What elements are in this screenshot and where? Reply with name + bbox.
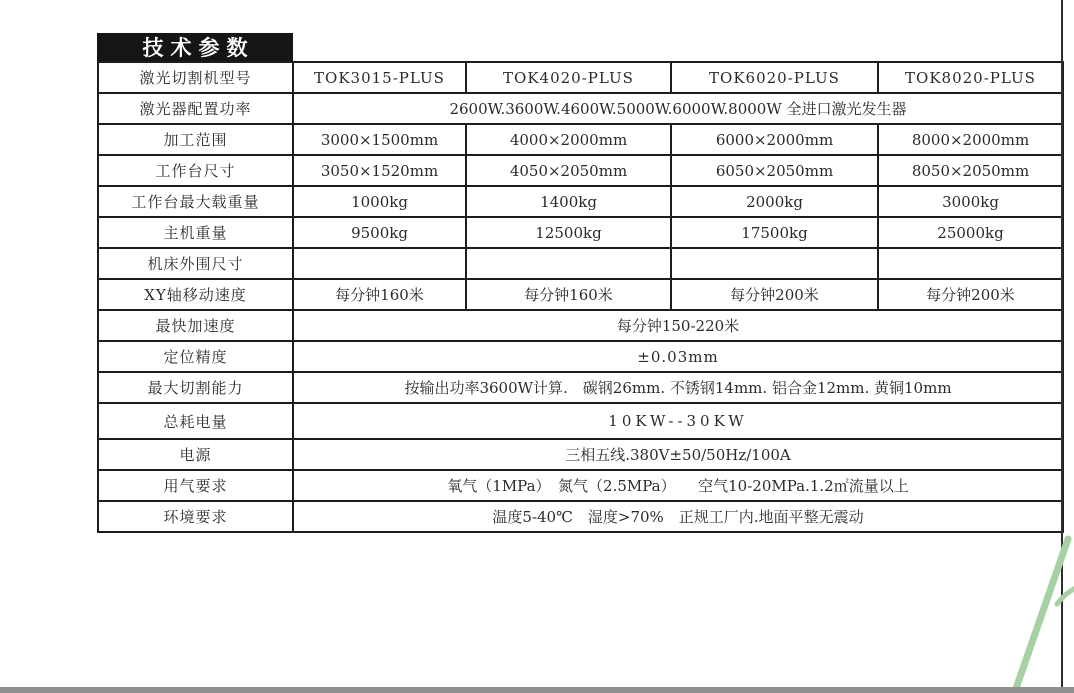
spec-cell: 6050×2050mm (671, 155, 878, 186)
spec-cell: 9500kg (293, 217, 466, 248)
spec-cell: 3000×1500mm (293, 124, 466, 155)
row-label: 主机重量 (98, 217, 293, 248)
spec-cell (671, 248, 878, 279)
table-row (98, 439, 1063, 470)
table-row (98, 501, 1063, 532)
table-row (98, 186, 1063, 217)
spec-cell (293, 248, 466, 279)
spec-cell: TOK4020-PLUS (466, 62, 671, 93)
spec-cell: 4050×2050mm (466, 155, 671, 186)
spec-cell: 氧气（1MPa） 氮气（2.5MPa） 空气10-20MPa.1.2㎡流量以上 (293, 470, 1063, 501)
spec-cell: TOK6020-PLUS (671, 62, 878, 93)
spec-cell: 1400kg (466, 186, 671, 217)
page-title: 技术参数 (142, 35, 255, 60)
spec-cell: 3050×1520mm (293, 155, 466, 186)
table-row (98, 217, 1063, 248)
spec-cell: TOK3015-PLUS (293, 62, 466, 93)
row-label: XY轴移动速度 (98, 279, 293, 310)
table-row (98, 93, 1063, 124)
green-diagonal-line (1012, 539, 1068, 693)
spec-cell: 3000kg (878, 186, 1063, 217)
spec-cell: TOK8020-PLUS (878, 62, 1063, 93)
row-label: 环境要求 (98, 501, 293, 532)
spec-cell (466, 248, 671, 279)
spec-cell: 6000×2000mm (671, 124, 878, 155)
table-row (98, 248, 1063, 279)
table-row (98, 403, 1063, 439)
spec-cell: 2600W.3600W.4600W.5000W.6000W.8000W 全进口激光发生器 (293, 93, 1063, 124)
spec-cell: 25000kg (878, 217, 1063, 248)
spec-cell: 8000×2000mm (878, 124, 1063, 155)
green-accent-stroke (1057, 587, 1074, 604)
table-row (98, 310, 1063, 341)
table-row (98, 372, 1063, 403)
spec-cell: 10KW--30KW (293, 403, 1063, 439)
spec-cell: 每分钟160米 (466, 279, 671, 310)
row-label: 激光切割机型号 (98, 62, 293, 93)
spec-cell: 4000×2000mm (466, 124, 671, 155)
spec-cell: 温度5-40℃ 湿度>70% 正规工厂内.地面平整无震动 (293, 501, 1063, 532)
table-row (98, 124, 1063, 155)
page-edge-line (1061, 0, 1063, 693)
spec-cell: ±0.03mm (293, 341, 1063, 372)
table-row (98, 279, 1063, 310)
row-label: 工作台尺寸 (98, 155, 293, 186)
row-label: 用气要求 (98, 470, 293, 501)
row-label: 最快加速度 (98, 310, 293, 341)
row-label: 电源 (98, 439, 293, 470)
spec-cell: 12500kg (466, 217, 671, 248)
spec-cell: 1000kg (293, 186, 466, 217)
spec-cell: 17500kg (671, 217, 878, 248)
bottom-bar (0, 687, 1074, 693)
spec-cell (878, 248, 1063, 279)
table-row (98, 62, 1063, 93)
row-label: 总耗电量 (98, 403, 293, 439)
title-tab (97, 33, 293, 61)
spec-cell: 每分钟150-220米 (293, 310, 1063, 341)
spec-cell: 每分钟160米 (293, 279, 466, 310)
spec-table (97, 61, 1064, 533)
spec-cell: 每分钟200米 (878, 279, 1063, 310)
spec-cell: 三相五线.380V±50/50Hz/100A (293, 439, 1063, 470)
row-label: 最大切割能力 (98, 372, 293, 403)
spec-cell: 按输出功率3600W计算. 碳钢26mm. 不锈钢14mm. 铝合金12mm. 黄铜10mm (293, 372, 1063, 403)
row-label: 激光器配置功率 (98, 93, 293, 124)
row-label: 工作台最大载重量 (98, 186, 293, 217)
spec-cell: 每分钟200米 (671, 279, 878, 310)
spec-cell: 2000kg (671, 186, 878, 217)
table-row (98, 470, 1063, 501)
row-label: 定位精度 (98, 341, 293, 372)
table-row (98, 155, 1063, 186)
table-row (98, 341, 1063, 372)
row-label: 机床外围尺寸 (98, 248, 293, 279)
spec-cell: 8050×2050mm (878, 155, 1063, 186)
row-label: 加工范围 (98, 124, 293, 155)
